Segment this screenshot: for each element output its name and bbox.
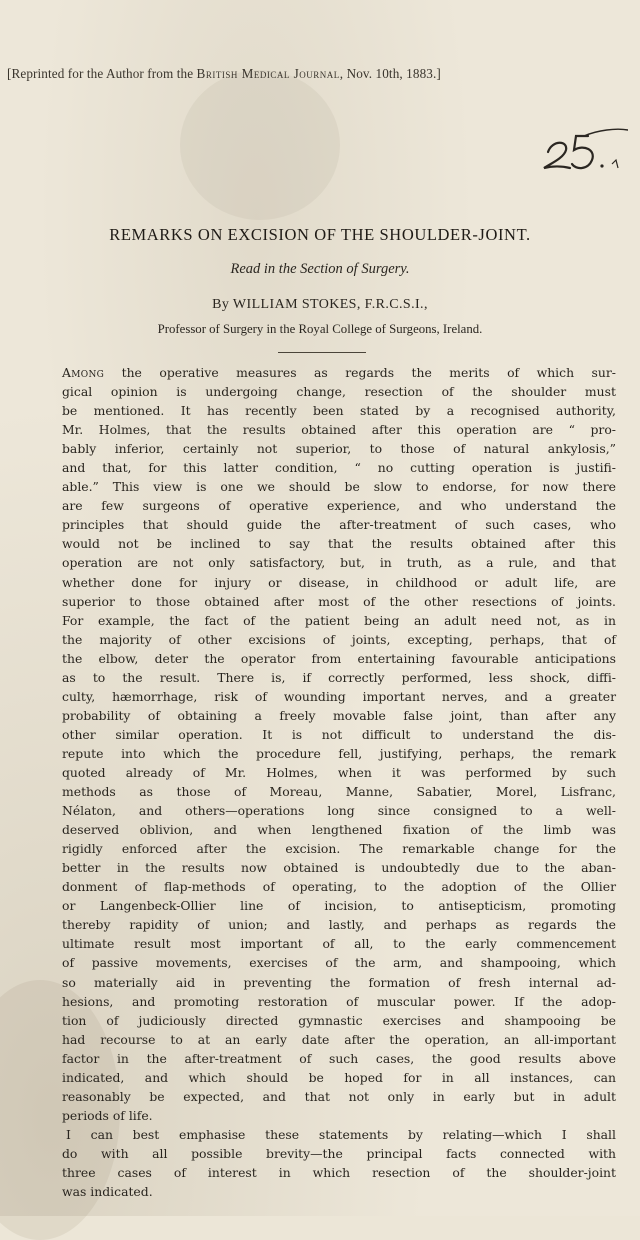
body-line: would not be inclined to say that the results obtained after this	[62, 536, 616, 552]
body-line: other similar operation. It is not difficult to understand the dis-	[62, 726, 616, 742]
body-line: Mr. Holmes, that the results obtained after this operation are “ pro-	[62, 422, 616, 438]
body-line: so materially aid in preventing the formation of fresh internal ad-	[62, 974, 616, 990]
body-line: periods of life.	[62, 1107, 153, 1123]
body-line: methods as those of Moreau, Manne, Sabatier, Morel, Lisfranc,	[62, 784, 616, 800]
paper-stain	[180, 70, 340, 220]
body-line: or Langenbeck-Ollier line of incision, to antisepticism, promoting	[62, 898, 616, 914]
article-title: REMARKS ON EXCISION OF THE SHOULDER-JOINT.	[109, 225, 531, 244]
body-line: operation are not only satisfactory, but, in truth, as a rule, and that	[62, 555, 616, 571]
body-line: bably inferior, certainly not superior, to those of natural ankylosis,”	[62, 441, 616, 457]
body-line: indicated, and which should be hoped for in all instances, can	[62, 1069, 616, 1085]
body-line: ultimate result most important of all, to the early commencement	[62, 936, 616, 952]
body-line: able.” This view is one we should be slow to endorse, for now there	[62, 479, 616, 495]
body-line: had recourse to at an early date after the operation, an all-important	[62, 1031, 616, 1047]
author-byline: By WILLIAM STOKES, F.R.C.S.I.,	[212, 297, 428, 312]
body-line: are few surgeons of operative experience, and who understand the	[62, 498, 616, 514]
journal-name: British Medical Journal	[196, 66, 340, 81]
body-line: do with all possible brevity—the principal facts connected with	[62, 1145, 616, 1161]
body-line: donment of flap-methods of operating, to the adoption of the Ollier	[62, 879, 616, 895]
body-line: three cases of interest in which resection of the shoulder-joint	[62, 1164, 616, 1180]
body-line: was indicated.	[62, 1184, 153, 1200]
body-line: deserved oblivion, and when lengthened fixation of the limb was	[62, 822, 616, 838]
divider-rule	[278, 352, 366, 353]
body-line: factor in the after-treatment of such cases, the good results above	[62, 1050, 616, 1066]
body-line: the majority of other excisions of joints, excepting, perhaps, that of	[62, 631, 616, 647]
body-line: tion of judiciously directed gymnastic exercises and shampooing be	[62, 1012, 616, 1028]
body-line: Nélaton, and others—operations long since consigned to a well-	[62, 803, 616, 819]
body-line: For example, the fact of the patient being an adult need not, as in	[62, 612, 616, 628]
body-line: be mentioned. It has recently been stated by a recognised authority,	[62, 403, 616, 419]
body-line: whether done for injury or disease, in childhood or adult life, are	[62, 574, 616, 590]
body-line: probability of obtaining a freely movable false joint, than after any	[62, 707, 616, 723]
body-line: I can best emphasise these statements by relating—which I shall	[66, 1126, 616, 1142]
body-line: thereby rapidity of union; and lastly, and perhaps as regards the	[62, 917, 616, 933]
author-affiliation: Professor of Surgery in the Royal College of Surgeons, Ireland.	[157, 322, 483, 336]
article-body	[62, 363, 616, 1201]
reprint-notice: [Reprinted for the Author from the British Medical Journal, Nov. 10th, 1883.]	[7, 66, 441, 81]
body-line: rigidly enforced after the excision. The remarkable change for the	[62, 841, 616, 857]
body-line: hesions, and promoting restoration of muscular power. If the adop-	[62, 993, 616, 1009]
body-line: culty, hæmorrhage, risk of wounding important nerves, and a greater	[62, 688, 616, 704]
body-line: and that, for this latter condition, “ no cutting operation is justifi-	[62, 460, 616, 476]
body-line: principles that should guide the after-treatment of such cases, who	[62, 517, 616, 533]
body-line: Among the operative measures as regards the merits of which sur-	[62, 365, 616, 380]
body-line: superior to those obtained after most of the other resections of joints.	[62, 593, 616, 609]
body-line: better in the results now obtained is undoubtedly due to the aban-	[62, 860, 616, 876]
body-line: as to the result. There is, if correctly performed, less shock, diffi-	[62, 669, 616, 685]
body-line: repute into which the procedure fell, justifying, perhaps, the remark	[62, 745, 616, 761]
body-line: gical opinion is undergoing change, resection of the shoulder must	[62, 384, 616, 400]
body-line: reasonably be expected, and that not only in early but in adult	[62, 1088, 616, 1104]
body-line: the elbow, deter the operator from entertaining favourable anticipations	[62, 650, 616, 666]
body-line: quoted already of Mr. Holmes, when it was performed by such	[62, 764, 616, 780]
body-line: of passive movements, exercises of the arm, and shampooing, which	[62, 955, 616, 971]
opening-word: Among	[62, 365, 105, 380]
handwritten-catalog-number	[538, 122, 628, 182]
section-note: Read in the Section of Surgery.	[230, 261, 410, 277]
